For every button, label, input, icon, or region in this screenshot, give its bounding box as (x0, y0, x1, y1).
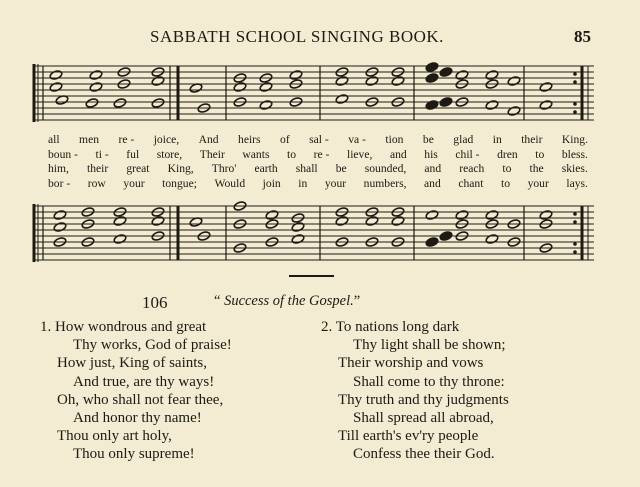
lyric-syllable: to (287, 147, 297, 161)
note-head (49, 82, 63, 93)
lyric-syllable: in (492, 133, 502, 146)
lyric-syllable: Would (214, 176, 246, 190)
lyric-syllable: skies. (561, 162, 588, 175)
verse-2-line: 2. To nations long dark (321, 319, 460, 335)
lyric-syllable: And (198, 133, 219, 146)
lyric-syllable: be (335, 162, 347, 175)
note-head (485, 210, 499, 221)
repeat-dot (573, 72, 577, 76)
note-head (335, 94, 349, 105)
note-head (439, 67, 453, 78)
lyric-syllable: the (529, 162, 544, 175)
lyric-syllable: heirs (238, 133, 261, 146)
lyric-syllable: numbers, (363, 176, 407, 190)
verse-2-line: Shall come to thy throne: (353, 373, 505, 390)
note-head (539, 100, 553, 111)
lyric-syllable: lieve, (346, 147, 373, 161)
note-head (365, 216, 379, 227)
note-head (425, 73, 439, 84)
verse-1-line: And honor thy name! (73, 410, 202, 427)
note-head (53, 210, 67, 221)
lyric-syllable: reach (459, 162, 485, 175)
lyric-syllable: joice, (153, 133, 180, 146)
note-head (265, 210, 279, 221)
note-head (539, 210, 553, 221)
lyric-line (48, 177, 588, 192)
lyric-syllable: to (535, 147, 545, 161)
lyric-syllable: your (324, 176, 347, 190)
verse-1-line: 1. How wondrous and great (40, 319, 207, 335)
note-head (507, 106, 521, 117)
verse-2-line: Thy light shall be shown; (353, 337, 506, 354)
note-head (233, 82, 247, 93)
lyric-line (48, 162, 588, 177)
lyric-syllable: earth (254, 162, 278, 175)
lyric-syllable: ful (126, 147, 140, 161)
note-head (335, 76, 349, 87)
lyric-syllable: Their (199, 147, 225, 161)
repeat-dot (573, 242, 577, 246)
lyric-syllable: re - (313, 147, 330, 161)
verse-2-line: Confess thee their God. (353, 446, 495, 463)
note-head (113, 216, 127, 227)
lyric-syllable: him, (48, 162, 69, 175)
note-head (335, 216, 349, 227)
repeat-dot (573, 212, 577, 216)
lyric-syllable: their (521, 133, 543, 146)
lyric-syllable: lays. (566, 176, 588, 190)
note-head (89, 70, 103, 81)
note-head (365, 76, 379, 87)
verse-1-line: Thy works, God of praise! (73, 337, 232, 354)
lyric-line (48, 148, 588, 163)
hymn-title-close-quote: ” (353, 293, 361, 309)
lyric-syllable: Thro' (211, 162, 237, 175)
note-head (151, 216, 165, 227)
note-head (539, 82, 553, 93)
verse-1-line: Thou only art holy, (57, 428, 172, 445)
note-head (425, 210, 439, 221)
note-head (391, 216, 405, 227)
hymn-title (214, 293, 360, 310)
music-staff-upper (0, 58, 640, 130)
lyric-syllable: and (424, 176, 441, 190)
note-head (113, 98, 127, 109)
lyric-syllable: glad (453, 133, 474, 146)
music-staff-lower (0, 198, 640, 270)
lyric-syllable: in (298, 176, 308, 190)
hymn-title-text: Success of the Gospel. (224, 293, 354, 309)
lyric-syllable: bor - (48, 176, 71, 190)
lyric-syllable: and (424, 162, 442, 175)
lyric-syllable: dren (497, 147, 518, 161)
verse-2-line: Till earth's ev'ry people (338, 428, 479, 445)
note-head (455, 210, 469, 221)
verse-1-line: How just, King of saints, (57, 355, 207, 372)
verse-1-line: And true, are thy ways! (73, 373, 215, 390)
lyric-syllable: be (422, 133, 434, 146)
note-head (113, 234, 127, 245)
hymn-number: 106 (142, 293, 168, 312)
lyric-syllable: sal - (309, 133, 329, 146)
lyric-syllable: of (280, 133, 290, 146)
lyric-syllable: his (424, 147, 438, 161)
lyric-syllable: King. (561, 133, 588, 146)
lyric-syllable: men (79, 133, 100, 146)
lyric-syllable: ti - (95, 147, 109, 161)
note-head (291, 222, 305, 233)
page-number: 85 (574, 27, 591, 46)
lyric-syllable: King, (167, 162, 194, 175)
note-head (259, 82, 273, 93)
note-head (85, 98, 99, 109)
lyric-syllable: shall (295, 162, 318, 175)
verse-1-line: Thou only supreme! (73, 446, 195, 463)
note-head (439, 231, 453, 242)
lyric-line (48, 133, 588, 148)
note-head (151, 98, 165, 109)
note-head (485, 70, 499, 81)
note-head (425, 62, 439, 73)
section-divider (289, 275, 334, 277)
verse-2-line: Thy truth and thy judgments (338, 391, 509, 408)
repeat-dot (573, 250, 577, 254)
lyric-syllable: wants (242, 147, 270, 161)
note-head (391, 76, 405, 87)
verse-2-line: Shall spread all abroad, (353, 410, 494, 427)
note-head (291, 234, 305, 245)
lyric-syllable: re - (118, 133, 135, 146)
lyric-syllable: your (123, 176, 145, 190)
note-head (439, 97, 453, 108)
lyric-syllable: join (262, 176, 281, 190)
lyric-syllable: their (87, 162, 109, 175)
running-title: SABBATH SCHOOL SINGING BOOK. (150, 27, 444, 46)
lyric-syllable: and (389, 147, 407, 161)
verse-1 (40, 318, 310, 464)
verse-1-line: Oh, who shall not fear thee, (57, 391, 224, 408)
lyric-syllable: chil - (455, 147, 480, 161)
note-head (455, 70, 469, 81)
lyric-syllable: all (48, 133, 60, 146)
lyric-syllable: your (527, 176, 549, 190)
lyric-syllable: bless. (561, 147, 588, 161)
lyric-syllable: to (502, 162, 512, 175)
note-head (49, 70, 63, 81)
repeat-dot (573, 80, 577, 84)
lyric-syllable: store, (156, 147, 183, 161)
lyric-syllable: tongue; (162, 176, 197, 190)
lyric-syllable: va - (348, 133, 366, 146)
lyric-syllable: great (126, 162, 150, 175)
note-head (289, 70, 303, 81)
lyrics-block (48, 133, 588, 191)
verse-2-line: Their worship and vows (338, 355, 484, 372)
note-head (259, 100, 273, 111)
lyric-syllable: tion (385, 133, 404, 146)
repeat-dot (573, 102, 577, 106)
lyric-syllable: to (500, 176, 511, 190)
hymn-title-open-quote: “ (214, 293, 221, 309)
repeat-dot (573, 110, 577, 114)
note-head (425, 237, 439, 248)
verse-2 (321, 318, 621, 464)
note-head (89, 82, 103, 93)
lyric-syllable: boun - (48, 147, 78, 161)
lyric-syllable: sounded, (364, 162, 407, 175)
note-head (53, 222, 67, 233)
lyric-syllable: row (87, 176, 106, 190)
repeat-dot (573, 220, 577, 224)
note-head (485, 234, 499, 245)
note-head (507, 76, 521, 87)
note-head (485, 100, 499, 111)
lyric-syllable: chant (458, 176, 484, 190)
note-head (151, 76, 165, 87)
note-head (425, 100, 439, 111)
